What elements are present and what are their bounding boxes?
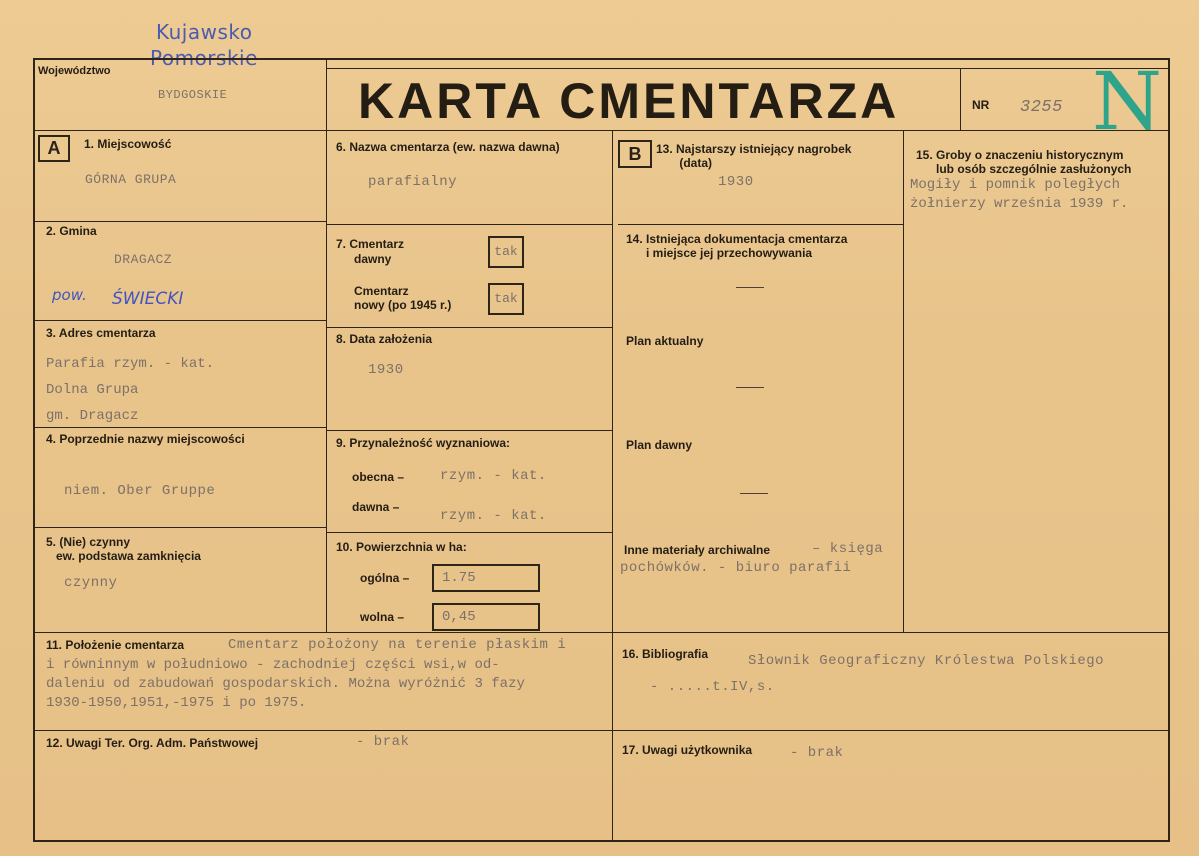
f2-label: 2. Gmina (46, 224, 97, 238)
f16-label: 16. Bibliografia (622, 647, 709, 661)
f10-label: 10. Powierzchnia w ha: (336, 540, 467, 554)
divider (326, 532, 612, 533)
nr-label: NR (972, 98, 990, 112)
f11-value-rest: i równinnym w południowo - zachodniej części wsi,w od- daleniu od zabudowań gospodarskich. Można wyróżnić 3 fazy 1930-1950,1951,-1975 i po 1975. (46, 657, 525, 711)
f4-value: niem. Ober Gruppe (64, 483, 216, 499)
f10-wolna-label: wolna – (360, 610, 405, 624)
f13-label: 13. Najstarszy istniejący nagrobek (data) (656, 142, 852, 170)
inne-label: Inne materiały archiwalne (624, 543, 771, 557)
f11-value-line1: Cmentarz położony na terenie płaskim i (228, 637, 567, 653)
f7-nowy-label: Cmentarz nowy (po 1945 r.) (354, 284, 452, 312)
pow-value: ŚWIECKI (112, 289, 184, 309)
plan-dawny-label: Plan dawny (626, 438, 693, 452)
dash (736, 387, 764, 388)
f12-value: - brak (356, 734, 410, 750)
wojewodztwo-label: Województwo (38, 65, 111, 77)
f15-value: Mogiły i pomnik poległych żołnierzy września 1939 r. (910, 177, 1129, 212)
f1-label: 1. Miejscowość (84, 137, 172, 151)
dash (740, 493, 768, 494)
f3-label: 3. Adres cmentarza (46, 326, 156, 340)
f7-dawny-label: dawny (354, 252, 392, 266)
nr-value: 3255 (1020, 98, 1063, 117)
f16-value: Słownik Geograficzny Królestwa Polskiego (748, 653, 1105, 669)
divider (33, 527, 326, 528)
f14-label: 14. Istniejąca dokumentacja cmentarza i miejsce jej przechowywania (626, 232, 848, 260)
stamp-line-2: Pomorskie (150, 46, 258, 70)
f3-value: Parafia rzym. - kat. Dolna Grupa gm. Dragacz (46, 356, 215, 424)
f10-ogolna-box: 1.75 (432, 564, 540, 592)
plan-aktualny-label: Plan aktualny (626, 334, 704, 348)
f6-value: parafialny (368, 174, 458, 190)
f7-label: 7. Cmentarz (336, 237, 405, 251)
f9-dawna-label: dawna – (352, 500, 400, 514)
f4-label: 4. Poprzednie nazwy miejscowości (46, 432, 245, 446)
f6-label: 6. Nazwa cmentarza (ew. nazwa dawna) (336, 140, 560, 154)
f1-value: GÓRNA GRUPA (85, 172, 177, 187)
f7-dawny-box: tak (488, 236, 524, 268)
f9-obecna-value: rzym. - kat. (440, 468, 547, 484)
f16-value-2: - .....t.IV,s. (650, 679, 775, 695)
f5-value: czynny (64, 575, 118, 591)
f8-label: 8. Data założenia (336, 332, 433, 346)
divider (903, 130, 904, 632)
f17-value: - brak (790, 745, 844, 761)
divider (326, 430, 612, 431)
stamp-line-1: Kujawsko (156, 20, 253, 44)
f2-value: DRAGACZ (114, 252, 173, 267)
section-b-badge: B (618, 140, 652, 168)
divider (33, 320, 326, 321)
inne-value: – księga (812, 541, 884, 557)
f7-nowy-box: tak (488, 283, 524, 315)
inne-value-2: pochówków. - biuro parafii (620, 560, 852, 576)
f10-wolna-box: 0,45 (432, 603, 540, 631)
divider (326, 224, 612, 225)
f13-value: 1930 (718, 174, 754, 190)
divider (33, 730, 1170, 731)
f9-obecna-label: obecna – (352, 470, 405, 484)
divider (33, 130, 1170, 131)
divider (612, 130, 613, 842)
divider (618, 224, 903, 225)
f12-label: 12. Uwagi Ter. Org. Adm. Państwowej (46, 736, 259, 750)
mark-letter: N (1092, 55, 1162, 148)
divider (33, 221, 326, 222)
f17-label: 17. Uwagi użytkownika (622, 743, 753, 757)
f11-label: 11. Położenie cmentarza (46, 638, 185, 652)
f10-ogolna-label: ogólna – (360, 571, 410, 585)
section-a-badge: A (38, 135, 70, 162)
divider (960, 68, 961, 130)
f9-label: 9. Przynależność wyznaniowa: (336, 436, 511, 450)
f9-dawna-value: rzym. - kat. (440, 508, 547, 524)
f15-label: 15. Groby o znaczeniu historycznym lub osób szczególnie zasłużonych (916, 148, 1132, 176)
f5-label: 5. (Nie) czynny ew. podstawa zamknięcia (46, 535, 201, 563)
wojewodztwo-value: BYDGOSKIE (158, 88, 228, 102)
divider (326, 130, 327, 632)
divider (326, 327, 612, 328)
dash (736, 287, 764, 288)
divider (326, 68, 1170, 69)
page-title: KARTA CMENTARZA (358, 73, 900, 129)
divider (33, 632, 1170, 633)
f8-value: 1930 (368, 362, 404, 378)
pow-prefix: pow. (52, 286, 87, 304)
